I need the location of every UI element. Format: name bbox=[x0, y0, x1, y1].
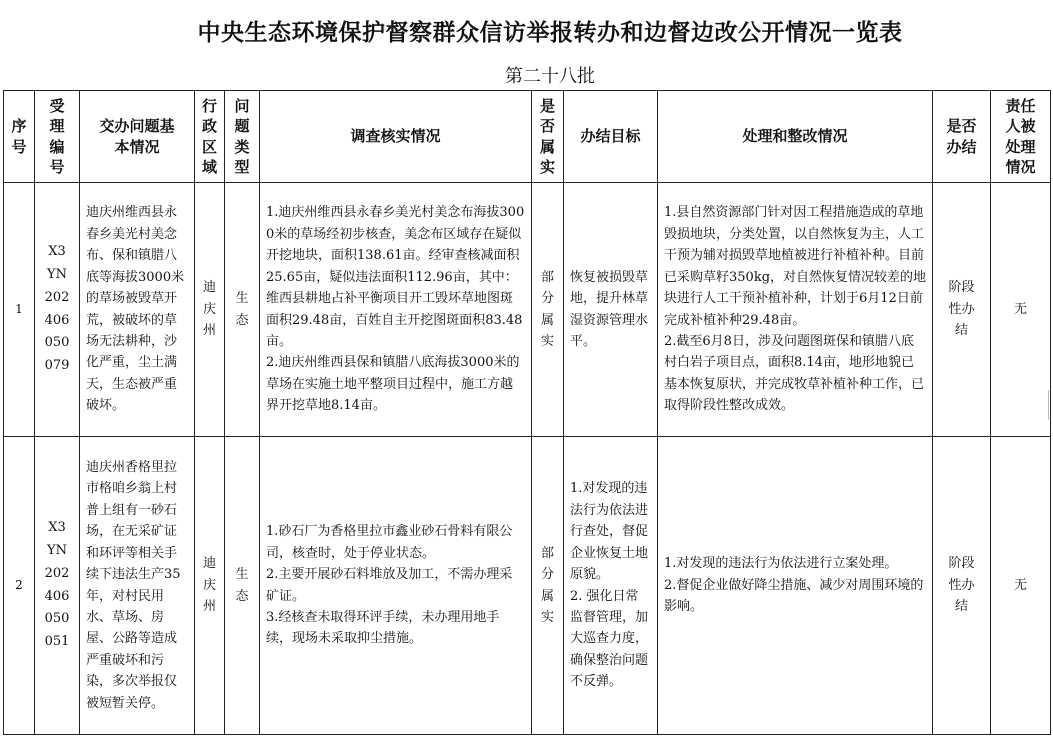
header-code: 受理编号 bbox=[35, 91, 80, 183]
header-goal: 办结目标 bbox=[564, 91, 658, 183]
row-code: X3YN202406050079 bbox=[35, 183, 80, 437]
row-type: 生态 bbox=[225, 437, 260, 735]
row-handling bbox=[658, 437, 933, 735]
row-code: X3YN202406050051 bbox=[35, 437, 80, 735]
row-problem: 迪庆州维西县永春乡美光村美念布、保和镇腊八底等海拔3000米的草场被毁草开荒，被破坏的草场无法耕种，沙化严重，尘土满天，生态被严重破坏。 bbox=[80, 183, 195, 437]
row-region: 迪庆州 bbox=[195, 183, 225, 437]
text-line: 3.经核查未取得环评手续，未办理用地手续，现场未采取抑尘措施。 bbox=[266, 609, 500, 647]
text-line: 1.对发现的违法行为依法进行立案处理。 bbox=[664, 556, 898, 572]
header-seq: 序号 bbox=[4, 91, 35, 183]
document-title: 中央生态环境保护督察群众信访举报转办和边督边改公开情况一览表 bbox=[197, 20, 903, 46]
row-problem: 迪庆州香格里拉市格咱乡翁上村普上组有一砂石场，在无采矿证和环评等相关手续下违法生产35年，对村民用水、草场、房屋、公路等造成严重破坏和污染，多次举报仅被短暂关停。 bbox=[80, 437, 195, 735]
text-line: 2.督促企业做好降尘措施、减少对周围环境的影响。 bbox=[664, 577, 924, 615]
row-goal: 恢复被损毁草地，提升林草湿资源管理水平。 bbox=[564, 183, 658, 437]
row-accountability: 无 bbox=[991, 437, 1051, 735]
header-handling: 处理和整改情况 bbox=[658, 91, 933, 183]
row-closed: 阶段性办结 bbox=[933, 183, 991, 437]
text-line: 1.砂石厂为香格里拉市鑫业砂石骨料有限公司，核查时，处于停业状态。 bbox=[266, 524, 513, 561]
row-accountability: 无 bbox=[991, 183, 1051, 437]
text-line: 1.迪庆州维西县永春乡美光村美念布海拔3000米的草场经初步核查，美念布区域存在疑似开挖地块，面积138.61亩。经审查核减面积25.65亩，疑似违法面积112.96亩，其中：维西县耕地占补平衡项目开工毁坏草地图斑面积29.48亩，百姓自主开挖图斑面积83.48亩。 bbox=[266, 205, 525, 349]
row-goal bbox=[564, 437, 658, 735]
row-verified: 部分属实 bbox=[532, 183, 564, 437]
row-region: 迪庆州 bbox=[195, 437, 225, 735]
header-region: 行政区域 bbox=[195, 91, 225, 183]
row-handling bbox=[658, 183, 933, 437]
header-closed: 是否办结 bbox=[933, 91, 991, 183]
page-edge-mark bbox=[1048, 390, 1053, 420]
text-line: 2.截至6月8日，涉及问题图斑保和镇腊八底村白岩子项目点，面积8.14亩，地形地貌已基本恢复原状，并完成牧草补植补种工作，已取得阶段性整改成效。 bbox=[664, 333, 925, 414]
row-verified: 部分属实 bbox=[532, 437, 564, 735]
text-line: 1.县自然资源部门针对因工程措施造成的草地毁损地块，分类处置，以自然恢复为主，人工干预为辅对损毁草地植被进行补植补种。目前已采购草籽350kg，对自然恢复情况较差的地块进行人工干预补植补种，计划于6月12日前完成补植补种29.48亩。 bbox=[664, 205, 927, 328]
row-investigation bbox=[260, 183, 532, 437]
header-accountability: 责任人被处理情况 bbox=[991, 91, 1051, 183]
report-table bbox=[3, 90, 1051, 735]
table-row bbox=[4, 437, 1051, 735]
text-line: 2.主要开展砂石料堆放及加工，不需办理采矿证。 bbox=[266, 567, 513, 604]
header-verified: 是否属实 bbox=[532, 91, 564, 183]
header-investigation: 调查核实情况 bbox=[260, 91, 532, 183]
batch-subtitle: 第二十八批 bbox=[505, 66, 595, 87]
row-investigation bbox=[260, 437, 532, 735]
table-row bbox=[4, 183, 1051, 437]
text-line: 2.迪庆州维西县保和镇腊八底海拔3000米的草场在实施土地平整项目过程中，施工方越界开挖草地8.14亩。 bbox=[266, 355, 520, 414]
header-type: 问题类型 bbox=[225, 91, 260, 183]
text-line: 1.对发现的违法行为依法进行查处，督促企业恢复土地原貌。 bbox=[570, 481, 649, 583]
row-seq: 1 bbox=[4, 183, 35, 437]
text-line: 2. 强化日常监督管理，加大巡查力度，确保整治问题不反弹。 bbox=[570, 588, 649, 690]
row-seq: 2 bbox=[4, 437, 35, 735]
table-header-row bbox=[4, 91, 1051, 183]
row-type: 生态 bbox=[225, 183, 260, 437]
row-closed: 阶段性办结 bbox=[933, 437, 991, 735]
header-problem: 交办问题基本情况 bbox=[80, 91, 195, 183]
